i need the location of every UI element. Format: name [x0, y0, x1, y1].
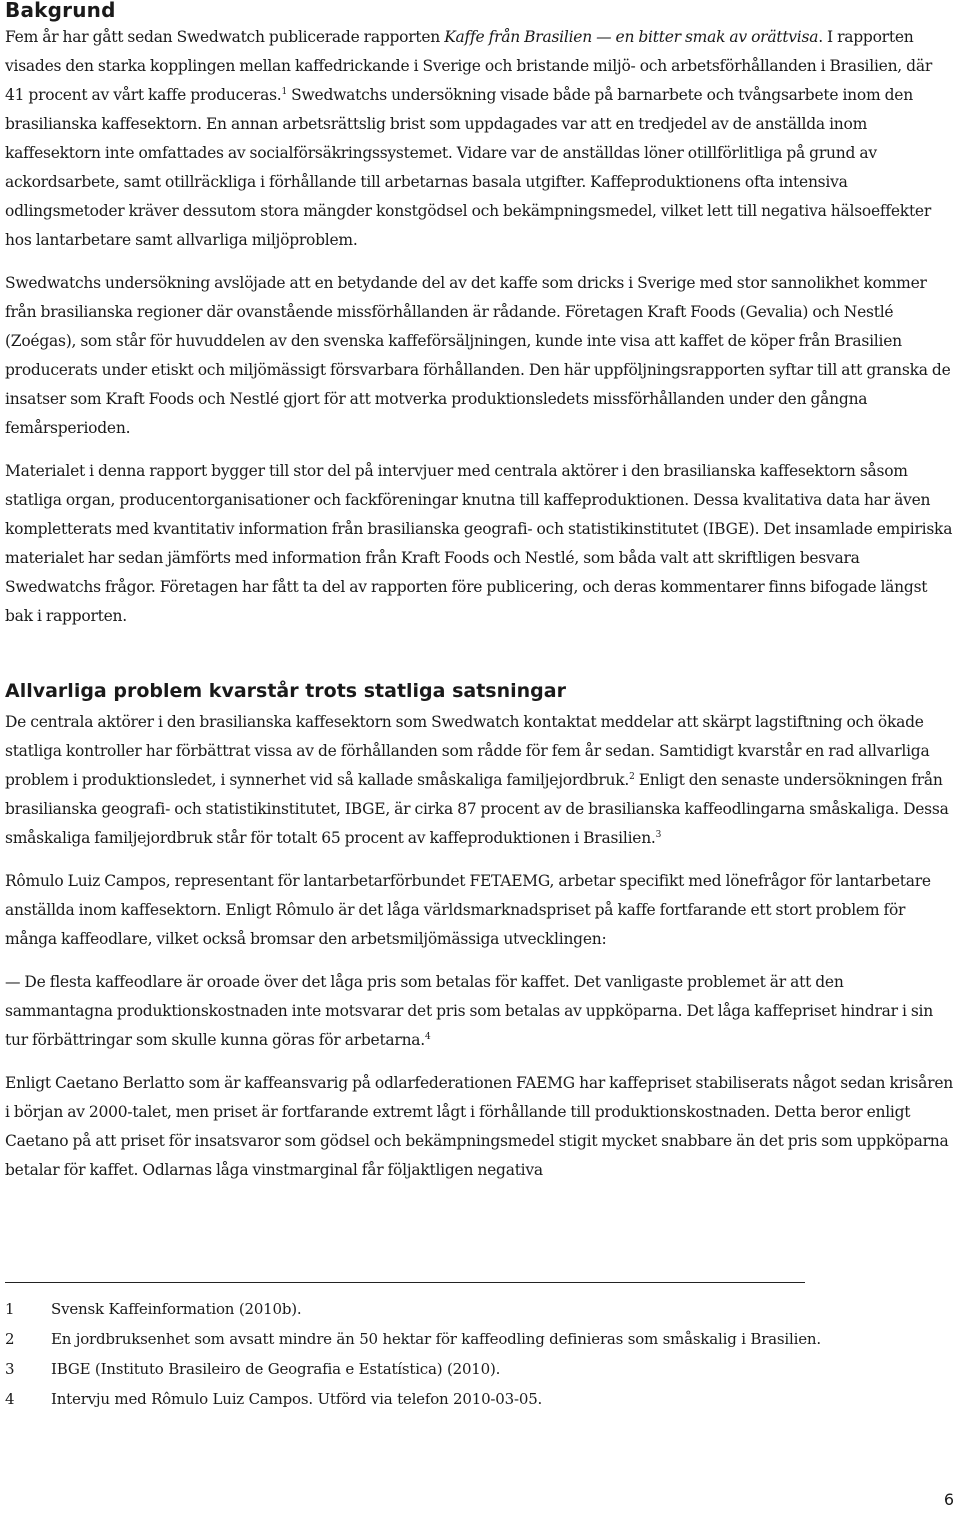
paragraph: Fem år har gått sedan Swedwatch publicerade rapporten Kaffe från Brasilien — en bitter smak av orättvisa. I rapporten visades den starka kopplingen mellan kaffedrickande i Sverige och bristande miljö- och arbetsförhållanden i Brasilien, där 41 procent av vårt kaffe produceras.$^1$ Swedwatchs undersökning visade både på barnarbete och tvångsarbete inom den brasilianska kaffesektorn. En annan arbetsrättslig brist som uppdagades var att en tredjedel av de anställda inom kaffesektorn inte omfattades av socialförsäkringssystemet. Vidare var de anställdas löner otillförlitliga på grund av ackordsarbete, samt otillräckliga i förhållande till arbetarnas basala utgifter. Kaffeproduktionens ofta intensiva odlingsmetoder kräver dessutom stora mängder konstgödsel och bekämpningsmedel, vilket lett till negativa hälsoeffekter hos lantarbetare samt allvarliga miljöproblem.	[5, 28, 932, 249]
footnote-ref[interactable]: 3	[655, 830, 662, 840]
paragraph: De centrala aktörer i den brasilianska kaffesektorn som Swedwatch kontaktat meddelar att skärpt lagstiftning och ökade statliga kontroller har förbättrat vissa av de förhållanden som rådde för fem år sedan. Samtidigt kvarstår en rad allvarliga problem i produktionsledet, i synnerhet vid så kallade småskaliga familjejordbruk.$^2$ Enligt den senaste undersökningen från brasilianska geografi- och statistikinstitutet, IBGE, är cirka 87 procent av de brasilianska kaffeodlingarna småskaliga. Dessa småskaliga familjejordbruk står för totalt 65 procent av kaffeproduktionen i Brasilien.$^3$	[5, 713, 949, 847]
document-page	[5, 0, 953, 1185]
footnote-text: Svensk Kaffeinformation (2010b).	[51, 1300, 302, 1318]
footnote	[5, 1354, 953, 1384]
page-number: 6	[943, 1490, 954, 1509]
section-allvarliga-problem-body	[5, 708, 953, 1185]
footnote-number: 3	[5, 1360, 15, 1378]
footnote-number: 4	[5, 1390, 15, 1408]
footnote	[5, 1294, 953, 1324]
section-heading-allvarliga-problem: Allvarliga problem kvarstår trots statliga satsningar	[5, 680, 566, 702]
footnote-ref[interactable]: 1	[281, 87, 287, 97]
footnote	[5, 1324, 953, 1354]
block-quote: — De flesta kaffeodlare är oroade över det låga pris som betalas för kaffet. Det vanligaste problemet är att den sammantagna produktionskostnaden inte motsvarar det pris som betalas av uppköparna. Det låga kaffepriset hindrar i sin tur förbättringar som skulle kunna göras för arbetarna.$^4$	[5, 973, 933, 1049]
paragraph: Enligt Caetano Berlatto som är kaffeansvarig på odlarfederationen FAEMG har kaffepriset stabiliserats något sedan krisåren i början av 2000-talet, men priset är fortfarande extremt lågt i förhållande till produktionskostnaden. Detta beror enligt Caetano på att priset för insatsvaror som gödsel och bekämpningsmedel stigit mycket snabbare än det pris som uppköparna betalar för kaffet. Odlarnas låga vinstmarginal får följaktligen negativa	[5, 1074, 953, 1179]
footnote-text: Intervju med Rômulo Luiz Campos. Utförd via telefon 2010-03-05.	[51, 1390, 543, 1408]
footnote-divider	[5, 1282, 805, 1283]
footnote	[5, 1384, 953, 1414]
section-bakgrund-body	[5, 23, 953, 631]
section-heading-bakgrund: Bakgrund	[5, 0, 116, 22]
paragraph: Swedwatchs undersökning avslöjade att en betydande del av det kaffe som dricks i Sverige med stor sannolikhet kommer från brasilianska regioner där ovanstående missförhållanden är rådande. Företagen Kraft Foods (Gevalia) och Nestlé (Zoégas), som står för huvuddelen av den svenska kaffeförsäljningen, kunde inte visa att kaffet de köper från Brasilien producerats under etiskt och miljömässigt försvarbara förhållanden. Den här uppföljningsrapporten syftar till att granska de insatser som Kraft Foods och Nestlé gjort för att motverka produktionsledets missförhållanden under den gångna femårsperioden.	[5, 274, 951, 437]
paragraph: Materialet i denna rapport bygger till stor del på intervjuer med centrala aktörer i den brasilianska kaffesektorn såsom statliga organ, producentorganisationer och fackföreningar knutna till kaffeproduktionen. Dessa kvalitativa data har även kompletterats med kvantitativ information från brasilianska geografi- och statistikinstitutet (IBGE). Det insamlade empiriska materialet har sedan jämförts med information från Kraft Foods och Nestlé, som båda valt att skriftligen besvara Swedwatchs frågor. Företagen har fått ta del av rapporten före publicering, och deras kommentarer finns bifogade längst bak i rapporten.	[5, 462, 953, 625]
footnote-ref[interactable]: 4	[424, 1032, 431, 1042]
footnotes	[5, 1294, 953, 1414]
paragraph: Rômulo Luiz Campos, representant för lantarbetarförbundet FETAEMG, arbetar specifikt med lönefrågor för lantarbetare anställda inom kaffesektorn. Enligt Rômulo är det låga världsmarknadspriset på kaffe fortfarande ett stort problem för många kaffeodlare, vilket också bromsar den arbetsmiljömässiga utvecklingen:	[5, 872, 931, 948]
report-title: Kaffe från Brasilien — en bitter smak av orättvisa	[444, 28, 819, 46]
footnote-text: IBGE (Instituto Brasileiro de Geografia e Estatística) (2010).	[51, 1360, 501, 1378]
footnote-number: 2	[5, 1330, 15, 1348]
footnote-number: 1	[5, 1300, 15, 1318]
footnote-text: En jordbruksenhet som avsatt mindre än 50 hektar för kaffeodling definieras som småskalig i Brasilien.	[51, 1330, 821, 1348]
footnote-ref[interactable]: 2	[629, 772, 635, 782]
